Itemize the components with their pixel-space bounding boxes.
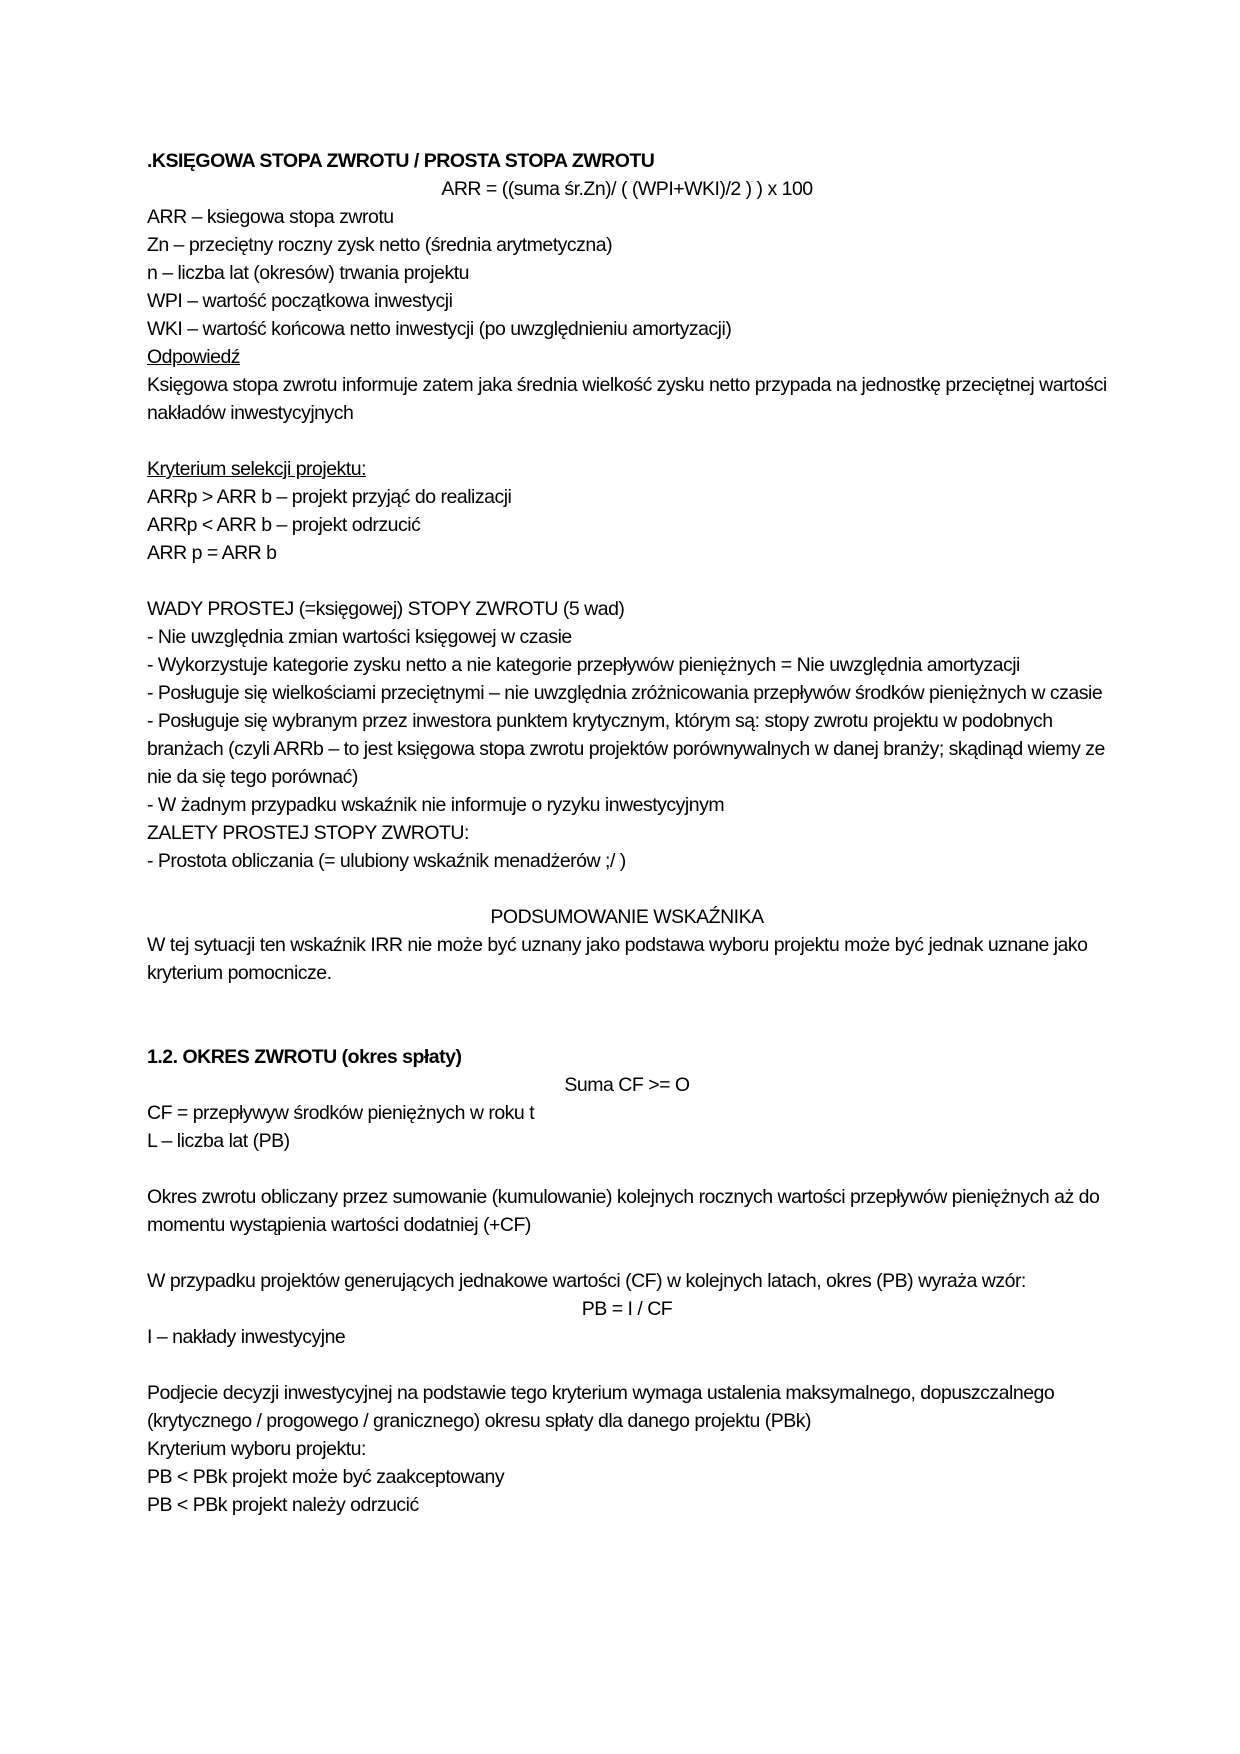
definition-wki: WKI – wartość końcowa netto inwestycji (po uwzględnieniu amortyzacji) (147, 318, 732, 340)
spacer (147, 567, 1107, 595)
definition-cf: CF = przepływyw środków pieniężnych w roku t (147, 1102, 535, 1124)
advantage-item: - Prostota obliczania (= ulubiony wskaźnik menadżerów ;/ ) (147, 850, 626, 872)
disadvantages-heading: WADY PROSTEJ (=księgowej) STOPY ZWROTU (5 wad) (147, 598, 625, 620)
summary-heading: PODSUMOWANIE WSKAŹNIKA (490, 906, 764, 928)
formula-pb: PB = I / CF (581, 1298, 673, 1320)
definition-i: I – nakłady inwestycyjne (147, 1326, 346, 1348)
criterion-item: ARRp > ARR b – projekt przyjąć do realizacji (147, 486, 512, 508)
disadvantage-item: - Nie uwzględnia zmian wartości księgowej w czasie (147, 626, 572, 648)
criterion-heading: Kryterium wyboru projektu: (147, 1438, 366, 1460)
criterion-item: PB < PBk projekt należy odrzucić (147, 1494, 419, 1516)
document-body (147, 147, 1107, 1519)
spacer (147, 427, 1107, 455)
section-title-arr: .KSIĘGOWA STOPA ZWROTU / PROSTA STOPA ZWROTU (147, 150, 655, 172)
paragraph: Podjecie decyzji inwestycyjnej na podstawie tego kryterium wymaga ustalenia maksymalnego, dopuszczalnego (krytycznego / progowego / granicznego) okresu spłaty dla danego projektu (PBk) (147, 1382, 1055, 1432)
answer-heading: Odpowiedź (147, 346, 241, 368)
definition-n: n – liczba lat (okresów) trwania projektu (147, 262, 469, 284)
paragraph: Okres zwrotu obliczany przez sumowanie (kumulowanie) kolejnych rocznych wartości przepływów pieniężnych aż do momentu wystąpienia wartości dodatniej (+CF) (147, 1186, 1100, 1236)
paragraph: W przypadku projektów generujących jednakowe wartości (CF) w kolejnych latach, okres (PB) wyraża wzór: (147, 1270, 1026, 1292)
formula-arr: ARR = ((suma śr.Zn)/ ( (WPI+WKI)/2 ) ) x 100 (441, 178, 813, 200)
criterion-item: ARR p = ARR b (147, 542, 277, 564)
disadvantage-item: - Posługuje się wielkościami przeciętnymi – nie uwzględnia zróżnicowania przepływów środków pieniężnych w czasie (147, 682, 1103, 704)
spacer (147, 875, 1107, 903)
section-title-payback: 1.2. OKRES ZWROTU (okres spłaty) (147, 1046, 462, 1068)
definition-l: L – liczba lat (PB) (147, 1130, 290, 1152)
definition-arr: ARR – ksiegowa stopa zwrotu (147, 206, 394, 228)
spacer (147, 987, 1107, 1043)
definition-wpi: WPI – wartość początkowa inwestycji (147, 290, 453, 312)
criterion-heading: Kryterium selekcji projektu: (147, 458, 366, 480)
spacer (147, 1155, 1107, 1183)
advantages-heading: ZALETY PROSTEJ STOPY ZWROTU: (147, 822, 469, 844)
disadvantage-item: - Wykorzystuje kategorie zysku netto a nie kategorie przepływów pieniężnych = Nie uwzględnia amortyzacji (147, 654, 1020, 676)
spacer (147, 1239, 1107, 1267)
criterion-item: PB < PBk projekt może być zaakceptowany (147, 1466, 505, 1488)
disadvantage-item: - Posługuje się wybranym przez inwestora punktem krytycznym, którym są: stopy zwrotu projektu w podobnych branżach (czyli ARRb – to jest księgowa stopa zwrotu projektów porównywalnych w danej branży; skądinąd wiemy ze nie da się tego porównać) (147, 710, 1105, 788)
answer-text: Księgowa stopa zwrotu informuje zatem jaka średnia wielkość zysku netto przypada na jednostkę przeciętnej wartości nakładów inwestycyjnych (147, 374, 1107, 424)
summary-text: W tej sytuacji ten wskaźnik IRR nie może być uznany jako podstawa wyboru projektu może być jednak uznane jako kryterium pomocnicze. (147, 934, 1088, 984)
formula-payback: Suma CF >= O (564, 1074, 690, 1096)
definition-zn: Zn – przeciętny roczny zysk netto (średnia arytmetyczna) (147, 234, 613, 256)
disadvantage-item: - W żadnym przypadku wskaźnik nie informuje o ryzyku inwestycyjnym (147, 794, 725, 816)
spacer (147, 1351, 1107, 1379)
criterion-item: ARRp < ARR b – projekt odrzucić (147, 514, 421, 536)
